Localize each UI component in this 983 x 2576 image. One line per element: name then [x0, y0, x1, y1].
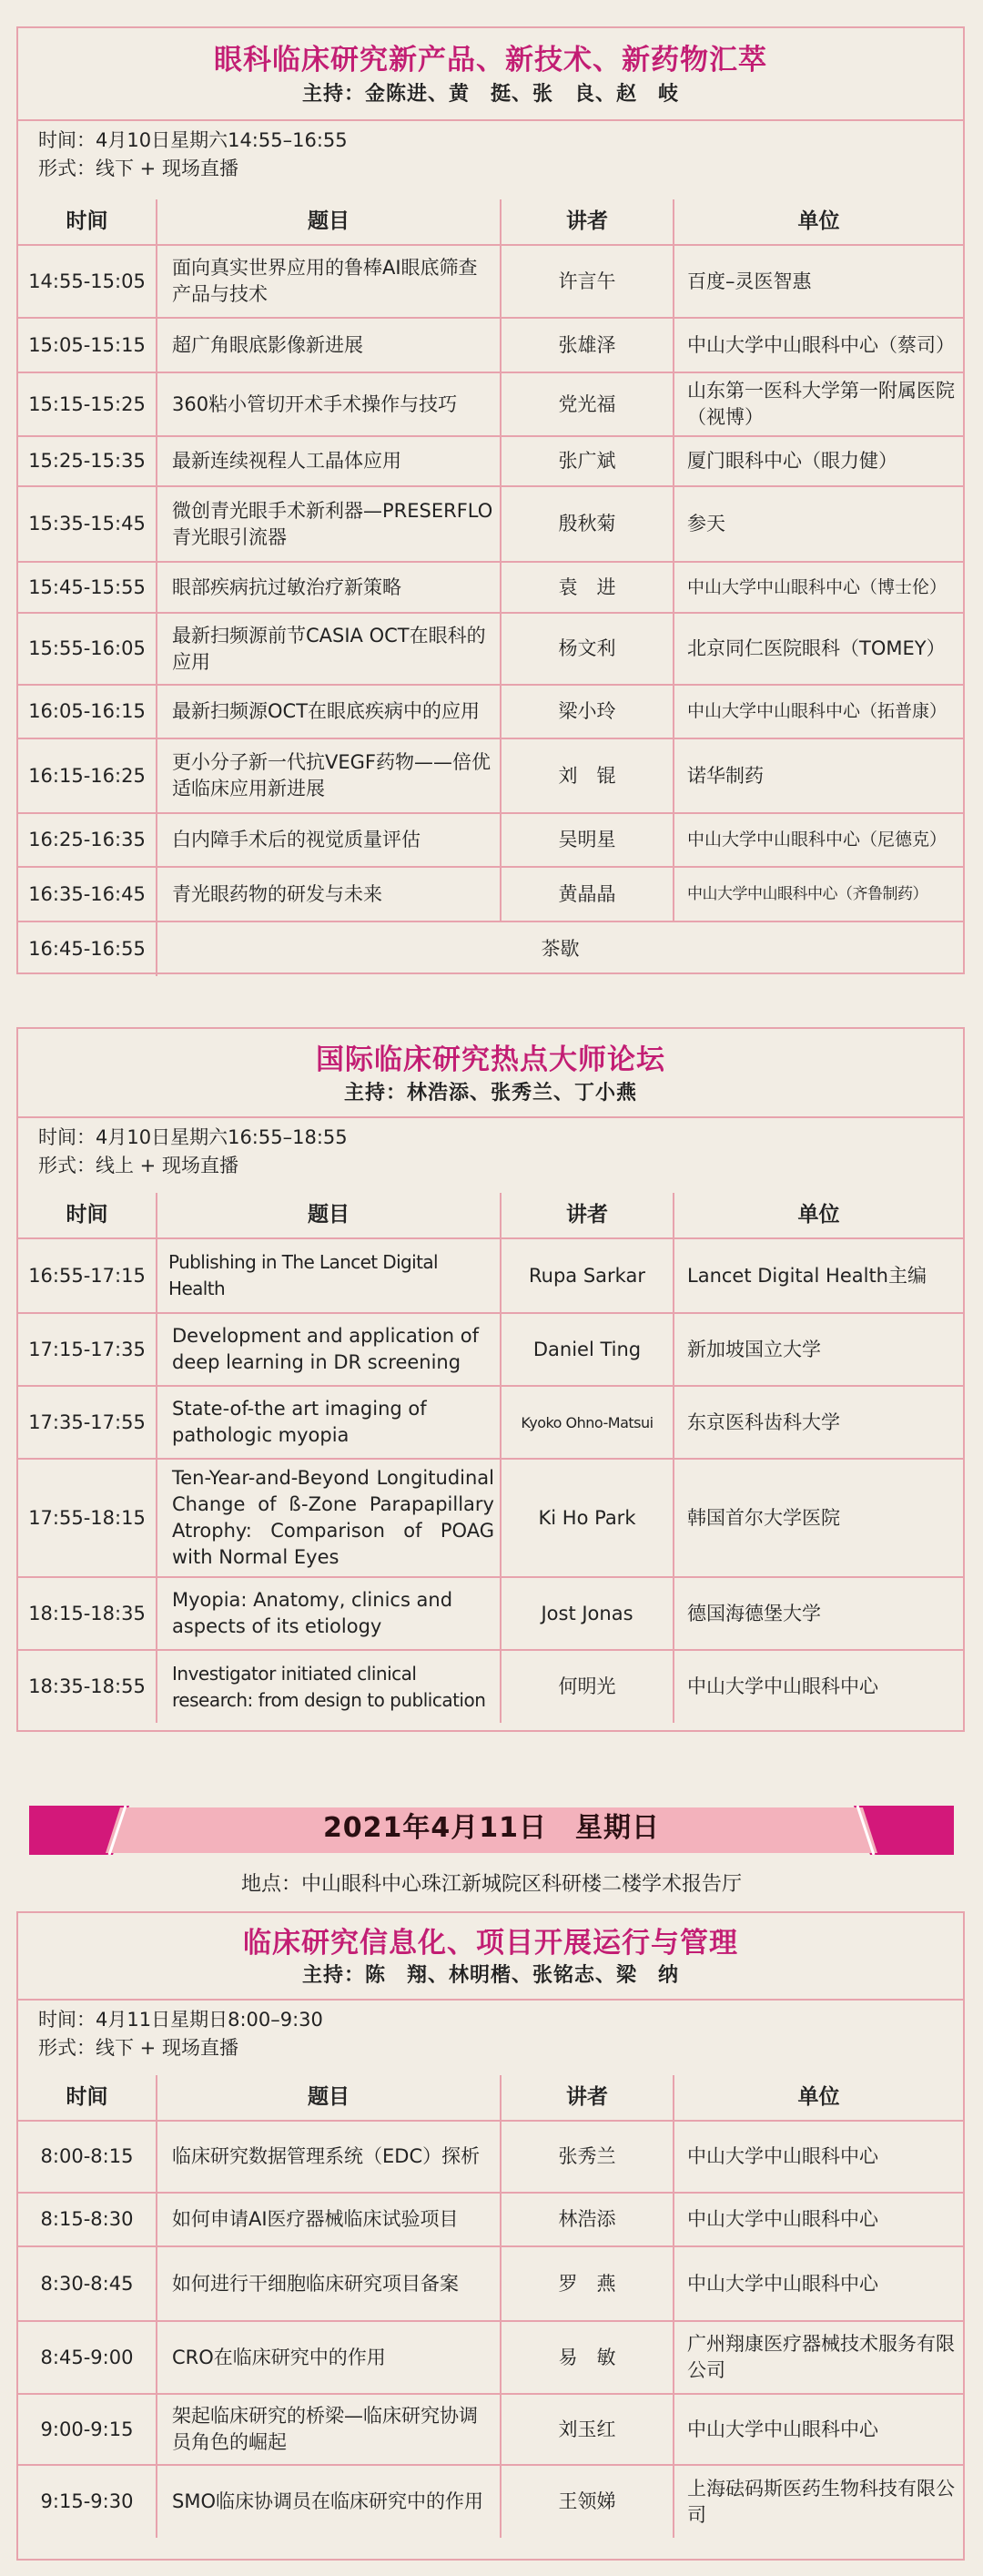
row-time: 16:35-16:45: [18, 867, 157, 921]
session-2-format-line: 形式：线上 + 现场直播: [38, 1155, 238, 1176]
session-1-format-line: 形式：线下 + 现场直播: [38, 158, 238, 179]
row-time: 8:30-8:45: [18, 2246, 157, 2321]
header-topic: 题目: [157, 199, 501, 245]
table-header-row: [18, 1193, 963, 1238]
row-time: 16:25-16:35: [18, 813, 157, 867]
row-unit: 北京同仁医院眼科（TOMEY）: [674, 613, 963, 685]
row-time: 15:55-16:05: [18, 613, 157, 685]
row-unit: 中山大学中山眼科中心: [674, 1650, 963, 1723]
row-speaker: 张秀兰: [501, 2121, 674, 2193]
day-banner: [29, 1802, 954, 1855]
session-3-time-line: 时间：4月11日星期日8:00–9:30: [38, 2009, 323, 2031]
row-topic: State-of-the art imaging of pathologic myopia: [157, 1386, 501, 1459]
row-speaker: Ki Ho Park: [501, 1459, 674, 1577]
row-topic: 如何进行干细胞临床研究项目备案: [157, 2246, 501, 2321]
session-2-info: [18, 1116, 963, 1193]
table-row: [18, 318, 963, 372]
row-speaker: 林浩添: [501, 2193, 674, 2246]
row-unit: 百度–灵医智惠: [674, 245, 963, 318]
table-header-row: [18, 2075, 963, 2121]
row-unit: 中山大学中山眼科中心（蔡司）: [674, 318, 963, 372]
row-topic: Development and application of deep learning in DR screening: [157, 1313, 501, 1386]
row-speaker: 黄晶晶: [501, 867, 674, 921]
table-row: [18, 2394, 963, 2465]
row-time: 8:00-8:15: [18, 2121, 157, 2193]
table-row: [18, 813, 963, 867]
row-topic: 最新连续视程人工晶体应用: [157, 436, 501, 486]
row-speaker: 刘玉红: [501, 2394, 674, 2465]
row-time: 8:15-8:30: [18, 2193, 157, 2246]
header-topic: 题目: [157, 1193, 501, 1238]
row-topic: 青光眼药物的研发与未来: [157, 867, 501, 921]
row-speaker: 党光福: [501, 372, 674, 436]
table-row-break: [18, 921, 963, 976]
row-topic: CRO在临床研究中的作用: [157, 2321, 501, 2394]
row-time: 18:35-18:55: [18, 1650, 157, 1723]
row-topic: 临床研究数据管理系统（EDC）探析: [157, 2121, 501, 2193]
row-time: 17:35-17:55: [18, 1386, 157, 1459]
row-speaker: Kyoko Ohno-Matsui: [501, 1386, 674, 1459]
row-time: 15:45-15:55: [18, 562, 157, 613]
table-row: [18, 2465, 963, 2538]
header-unit: 单位: [674, 1193, 963, 1238]
row-unit: 中山大学中山眼科中心（拓普康）: [674, 685, 963, 738]
session-2-table: [18, 1193, 963, 1723]
row-topic: 最新扫频源OCT在眼底疾病中的应用: [157, 685, 501, 738]
table-header-row: [18, 199, 963, 245]
row-topic: 超广角眼底影像新进展: [157, 318, 501, 372]
row-unit: 中山大学中山眼科中心（博士伦）: [674, 562, 963, 613]
session-3-format-line: 形式：线下 + 现场直播: [38, 2037, 238, 2059]
row-speaker: 梁小玲: [501, 685, 674, 738]
row-topic: Publishing in The Lancet Digital Health: [157, 1238, 501, 1313]
row-topic: 如何申请AI医疗器械临床试验项目: [157, 2193, 501, 2246]
row-topic: 眼部疾病抗过敏治疗新策略: [157, 562, 501, 613]
row-topic: 架起临床研究的桥梁—临床研究协调员角色的崛起: [157, 2394, 501, 2465]
row-speaker: 刘 锟: [501, 738, 674, 813]
header-speaker: 讲者: [501, 199, 674, 245]
header-unit: 单位: [674, 2075, 963, 2121]
row-speaker: 易 敏: [501, 2321, 674, 2394]
table-row: [18, 486, 963, 562]
row-speaker: 何明光: [501, 1650, 674, 1723]
table-row: [18, 2321, 963, 2394]
header-speaker: 讲者: [501, 2075, 674, 2121]
row-time: 15:05-15:15: [18, 318, 157, 372]
row-unit: 中山大学中山眼科中心: [674, 2246, 963, 2321]
row-unit: Lancet Digital Health主编: [674, 1238, 963, 1313]
row-time: 14:55-15:05: [18, 245, 157, 318]
row-unit: 韩国首尔大学医院: [674, 1459, 963, 1577]
row-time: 16:05-16:15: [18, 685, 157, 738]
row-speaker: 杨文利: [501, 613, 674, 685]
venue-location: 地点：中山眼科中心珠江新城院区科研楼二楼学术报告厅: [240, 1873, 742, 1896]
row-time: 15:35-15:45: [18, 486, 157, 562]
row-unit: 厦门眼科中心（眼力健）: [674, 436, 963, 486]
row-speaker: 罗 燕: [501, 2246, 674, 2321]
session-1: [16, 26, 965, 974]
session-2-title: 国际临床研究热点大师论坛: [316, 1044, 665, 1076]
row-topic: 最新扫频源前节CASIA OCT在眼科的应用: [157, 613, 501, 685]
row-speaker: Jost Jonas: [501, 1577, 674, 1650]
row-speaker: 张广斌: [501, 436, 674, 486]
row-unit: 中山大学中山眼科中心（齐鲁制药）: [674, 867, 963, 921]
row-unit: 德国海德堡大学: [674, 1577, 963, 1650]
row-unit: 广州翔康医疗器械技术服务有限公司: [674, 2321, 963, 2394]
row-topic: Myopia: Anatomy, clinics and aspects of its etiology: [157, 1577, 501, 1650]
row-speaker: Daniel Ting: [501, 1313, 674, 1386]
session-1-table: [18, 199, 963, 976]
row-time: 8:45-9:00: [18, 2321, 157, 2394]
day-banner-text: 2021年4月11日 星期日: [322, 1812, 661, 1844]
row-topic: Investigator initiated clinical research: from design to publication: [157, 1650, 501, 1723]
row-unit: 山东第一医科大学第一附属医院（视博）: [674, 372, 963, 436]
row-unit: 中山大学中山眼科中心: [674, 2121, 963, 2193]
row-speaker: 王领娣: [501, 2465, 674, 2538]
row-speaker: 袁 进: [501, 562, 674, 613]
session-3-table: [18, 2075, 963, 2538]
session-2: [16, 1027, 965, 1732]
session-2-time-line: 时间：4月10日星期六16:55–18:55: [38, 1126, 348, 1148]
table-row: [18, 2246, 963, 2321]
row-time: 9:00-9:15: [18, 2394, 157, 2465]
table-row: [18, 1238, 963, 1313]
table-row: [18, 1577, 963, 1650]
table-row: [18, 562, 963, 613]
row-topic: 微创青光眼手术新利器—PRESERFLO青光眼引流器: [157, 486, 501, 562]
table-row: [18, 685, 963, 738]
table-row: [18, 1386, 963, 1459]
row-topic: 面向真实世界应用的鲁棒AI眼底筛查产品与技术: [157, 245, 501, 318]
row-unit: 诺华制药: [674, 738, 963, 813]
row-speaker: 吴明星: [501, 813, 674, 867]
row-time: 18:15-18:35: [18, 1577, 157, 1650]
session-1-host: 主持：金陈进、黄 挺、张 良、赵 岐: [301, 83, 679, 106]
row-unit: 中山大学中山眼科中心（尼德克）: [674, 813, 963, 867]
row-unit: 中山大学中山眼科中心: [674, 2193, 963, 2246]
row-unit: 东京医科齿科大学: [674, 1386, 963, 1459]
header-time: 时间: [18, 2075, 157, 2121]
row-time: 16:15-16:25: [18, 738, 157, 813]
row-time: 17:55-18:15: [18, 1459, 157, 1577]
row-speaker: 许言午: [501, 245, 674, 318]
header-topic: 题目: [157, 2075, 501, 2121]
session-1-time-line: 时间：4月10日星期六14:55–16:55: [38, 129, 348, 151]
session-3-title: 临床研究信息化、项目开展运行与管理: [243, 1927, 738, 1960]
row-unit: 中山大学中山眼科中心: [674, 2394, 963, 2465]
row-unit: 新加坡国立大学: [674, 1313, 963, 1386]
row-time: 15:15-15:25: [18, 372, 157, 436]
header-time: 时间: [18, 1193, 157, 1238]
header-speaker: 讲者: [501, 1193, 674, 1238]
row-unit: 上海砝码斯医药生物科技有限公司: [674, 2465, 963, 2538]
row-speaker: 张雄泽: [501, 318, 674, 372]
table-row: [18, 372, 963, 436]
row-topic: 白内障手术后的视觉质量评估: [157, 813, 501, 867]
row-time: 15:25-15:35: [18, 436, 157, 486]
table-row: [18, 2193, 963, 2246]
session-1-title: 眼科临床研究新产品、新技术、新药物汇萃: [214, 44, 767, 76]
row-topic: SMO临床协调员在临床研究中的作用: [157, 2465, 501, 2538]
session-3-host: 主持：陈 翔、林明楷、张铭志、梁 纳: [301, 1964, 679, 1987]
table-row: [18, 1650, 963, 1723]
row-topic: 360粘小管切开术手术操作与技巧: [157, 372, 501, 436]
row-time: 16:55-17:15: [18, 1238, 157, 1313]
header-unit: 单位: [674, 199, 963, 245]
table-row: [18, 1313, 963, 1386]
table-row: [18, 613, 963, 685]
header-time: 时间: [18, 199, 157, 245]
table-row: [18, 867, 963, 921]
row-time: 17:15-17:35: [18, 1313, 157, 1386]
session-2-host: 主持：林浩添、张秀兰、丁小燕: [343, 1082, 637, 1105]
row-speaker: Rupa Sarkar: [501, 1238, 674, 1313]
table-row: [18, 436, 963, 486]
table-row: [18, 738, 963, 813]
session-1-info: [18, 119, 963, 199]
table-row: [18, 245, 963, 318]
break-label: 茶歇: [157, 921, 963, 976]
session-3: [16, 1911, 965, 2561]
row-topic: 更小分子新一代抗VEGF药物——倍优适临床应用新进展: [157, 738, 501, 813]
row-speaker: 殷秋菊: [501, 486, 674, 562]
table-row: [18, 2121, 963, 2193]
row-time: 9:15-9:30: [18, 2465, 157, 2538]
table-row: [18, 1459, 963, 1577]
session-3-info: [18, 1999, 963, 2075]
row-unit: 参天: [674, 486, 963, 562]
break-time: 16:45-16:55: [18, 921, 157, 976]
row-topic: Ten-Year-and-Beyond Longitudinal Change of ß-Zone Parapapillary Atrophy: Comparison of POAG with Normal Eyes: [157, 1459, 501, 1577]
